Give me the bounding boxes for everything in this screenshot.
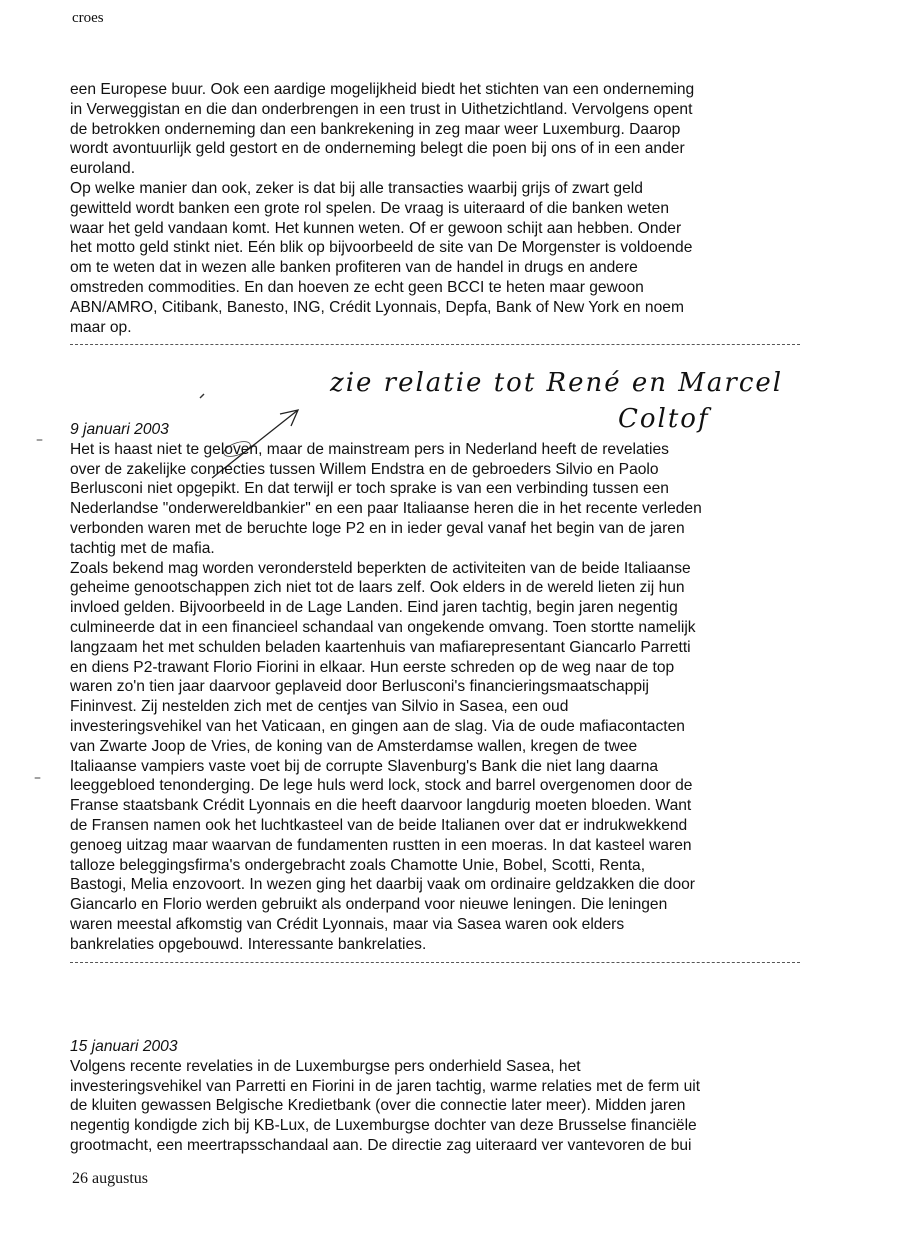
text-line: euroland. (70, 160, 136, 178)
text-line: wordt avontuurlijk geld gestort en de onderneming belegt die poen bij ons of in een ander (70, 140, 685, 158)
text-line: de betrokken onderneming dan een bankrekening in zeg maar weer Luxemburg. Daarop (70, 120, 681, 138)
entry-date: 15 januari 2003 (70, 1038, 178, 1055)
text-line: Italiaanse vampiers vaste voet bij de corrupte Slavenburg's Bank die niet lang daarna (70, 757, 659, 775)
text-line: maar op. (70, 318, 132, 336)
page-header: croes (72, 10, 104, 26)
text-line: een Europese buur. Ook een aardige mogelijkheid biedt het stichten van een onderneming (70, 81, 695, 98)
text-line: bankrelaties opgebouwd. Interessante bankrelaties. (70, 935, 427, 953)
section-3-body (70, 1037, 800, 1156)
text-line: om te weten dat in wezen alle banken profiteren van de handel in drugs en andere (70, 259, 638, 277)
text-line: de kluiten gewassen Belgische Kredietbank (over die connectie later meer). Midden jaren (70, 1097, 686, 1115)
text-line: Fininvest. Zij nestelden zich met de centjes van Silvio in Sasea, een oud (70, 698, 569, 716)
page-footer: 26 augustus (72, 1170, 148, 1187)
section-divider (70, 962, 800, 963)
text-line: tachtig met de mafia. (70, 539, 215, 557)
text-line: Volgens recente revelaties in de Luxemburgse pers onderhield Sasea, het (70, 1057, 581, 1075)
text-line: Giancarlo en Florio werden gebruikt als onderpand voor nieuwe leningen. Die leningen (70, 896, 668, 914)
text-line: Nederlandse "onderwereldbankier" en een paar Italiaanse heren die in het recente verleden (70, 500, 702, 518)
text-line: Zoals bekend mag worden verondersteld beperkten de activiteiten van de beide Italiaanse (70, 559, 691, 577)
text-line: waren meestal afkomstig van Crédit Lyonnais, maar via Sasea waren ook elders (70, 915, 625, 933)
text-line: geheime genootschappen zich niet tot de laars zelf. Ook elders in de wereld lieten zij hun (70, 579, 685, 597)
text-line: Bastogi, Melia enzovoort. In wezen ging het daarbij vaak om ordinaire geldzakken die door (70, 876, 695, 894)
text-line: negentig kondigde zich bij KB-Lux, de Luxemburgse dochter van deze Brusselse financiële (70, 1117, 697, 1135)
handwritten-note-line-1: zie relatie tot René en Marcel (330, 368, 784, 398)
text-line: over de zakelijke connecties tussen Willem Endstra en de gebroeders Silvio en Paolo (70, 460, 659, 478)
text-line: talloze beleggingsfirma's ondergebracht zoals Chamotte Unie, Bobel, Scotti, Renta, (70, 856, 646, 874)
margin-tick-icon: – (34, 770, 41, 786)
text-line: Op welke manier dan ook, zeker is dat bij alle transacties waarbij grijs of zwart geld (70, 179, 643, 197)
text-line: van Zwarte Joop de Vries, de koning van de Amsterdamse wallen, kregen de twee (70, 737, 638, 755)
margin-tick-icon: – (36, 432, 43, 448)
text-line: Franse staatsbank Crédit Lyonnais en die heeft daarvoor langdurig moeten bloeden. Want (70, 797, 692, 815)
text-line: het motto geld stinkt niet. Eén blik op bijvoorbeeld de site van De Morgenster is voldoende (70, 239, 693, 257)
section-2-body (70, 420, 800, 955)
text-line: genoeg uitzag maar waarvan de fundamenten rustten in een moeras. In dat kasteel waren (70, 836, 692, 854)
entry-date: 9 januari 2003 (70, 421, 169, 438)
text-line: waren zo'n tien jaar daarvoor geplaveid door Berlusconi's financieringsmaatschappij (70, 678, 649, 696)
text-line: investeringsvehikel van Parretti en Fiorini in de jaren tachtig, warme relaties met de ferm uit (70, 1077, 701, 1095)
text-line: ABN/AMRO, Citibank, Banesto, ING, Crédit Lyonnais, Depfa, Bank of New York en noem (70, 298, 684, 316)
text-line: langzaam het met schulden beladen kaartenhuis van mafiarepresentant Giancarlo Parretti (70, 638, 691, 656)
handwritten-note-line-2: Coltof (618, 404, 710, 434)
text-line: omstreden commodities. En dan hoeven ze echt geen BCCI te heten maar gewoon (70, 278, 644, 296)
text-line: verbonden waren met de beruchte loge P2 en in ieder geval vanaf het begin van de jaren (70, 519, 685, 537)
text-line: leeggebloed tenonderging. De lege huls werd lock, stock and barrel overgenomen door de (70, 777, 693, 795)
text-line: Het is haast niet te geloven, maar de mainstream pers in Nederland heeft de revelaties (70, 440, 669, 458)
text-line: de Fransen namen ook het luchtkasteel van de beide Italianen over dat er indrukwekkend (70, 816, 688, 834)
text-line: Berlusconi niet opgepikt. En dat terwijl er toch sprake is van een verbinding tussen een (70, 480, 669, 498)
text-line: investeringsvehikel van het Vaticaan, en gingen aan de slag. Via de oude mafiacontacten (70, 717, 685, 735)
text-line: waar het geld vandaan komt. Het kunnen weten. Of er gewoon schijt aan hebben. Onder (70, 219, 682, 237)
text-line: en diens P2-trawant Florio Fiorini in elkaar. Hun eerste schreden op de weg naar de top (70, 658, 675, 676)
text-line: grootmacht, een meertrapsschandaal aan. De directie zag uiteraard ver vantevoren de bui (70, 1136, 692, 1154)
text-line: invloed gelden. Bijvoorbeeld in de Lage Landen. Eind jaren tachtig, begin jaren negentig (70, 599, 678, 617)
text-line: culmineerde dat in een financieel schandaal van ongekende omvang. Toen stortte namelijk (70, 618, 696, 636)
text-line: in Verweggistan en die dan onderbrengen in een trust in Uithetzichtland. Vervolgens opent (70, 100, 693, 118)
text-line: gewitteld wordt banken een grote rol spelen. De vraag is uiteraard of die banken weten (70, 199, 669, 217)
